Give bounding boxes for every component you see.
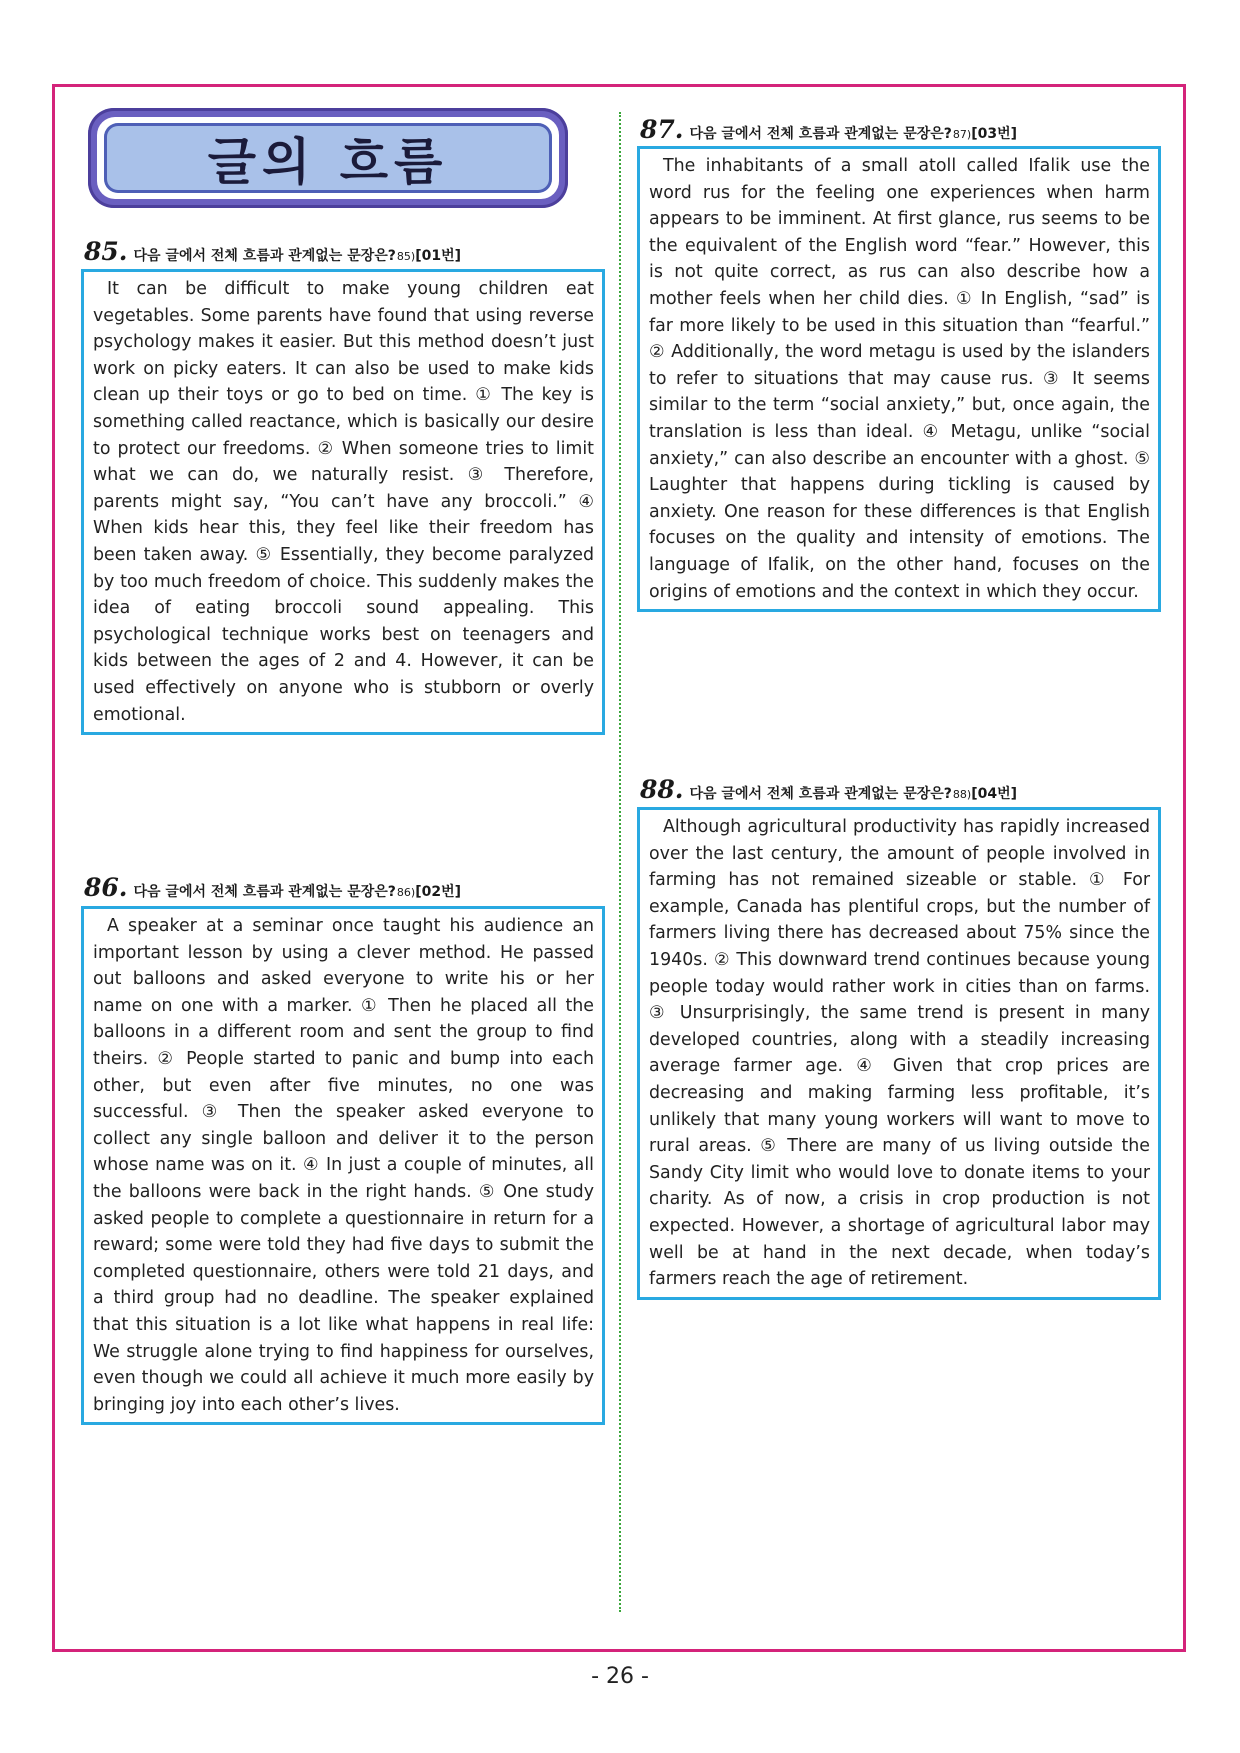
question-prompt: 다음 글에서 전체 흐름과 관계없는 문장은? [689, 786, 952, 802]
question-85-passage: It can be difficult to make young children eat vegetables. Some parents have found that using reverse psychology makes it easier. But this method doesn’t just work on picky eaters. It can also be used to make kids clean up their toys or go to bed on time. ① The key is something called reactance, which is basically our desire to protect our freedoms. ② When someone tries to limit what we can do, we naturally resist. ③ Therefore, parents might say, “You can’t have any broccoli.” ④ When kids hear this, they feel like their freedom has been taken away. ⑤ Essentially, they become paralyzed by too much freedom of choice. This suddenly makes the idea of eating broccoli sound appealing. This psychological technique works best on teenagers and kids between the ages of 2 and 4. However, it can be used effectively on anyone who is stubborn or overly emotional. [93, 279, 594, 725]
question-88-passage: Although agricultural productivity has rapidly increased over the last century, the amount of people involved in farming has not remained sizeable or stable. ① For example, Canada has plentiful crops, but the number of farmers living there has decreased about 75% since the 1940s. ② This downward trend continues because young people today would rather work in cities than on farms. ③ Unsurprisingly, the same trend is present in many developed countries, along with a steadily increasing average farmer age. ④ Given that crop prices are decreasing and making farming less profitable, it’s unlikely that many young workers will want to move to rural areas. ⑤ There are many of us living outside the Sandy City limit who would love to donate items to your charity. As of now, a crisis in crop production is not expected. However, a shortage of agricultural labor may well be at hand in the next decade, when today’s farmers reach the age of retirement. [649, 817, 1150, 1290]
section-title-panel [104, 123, 552, 193]
question-prompt: 다음 글에서 전체 흐름과 관계없는 문장은? [689, 126, 952, 142]
question-86-passage: A speaker at a seminar once taught his audience an important lesson by using a clever method. He passed out balloons and asked everyone to write his or her name on one with a marker. ① Then he placed all the balloons in a different room and sent the group to find theirs. ② People started to panic and bump into each other, but even after five minutes, no one was successful. ③ Then the speaker asked everyone to collect any single balloon and deliver it to the person whose name was on it. ④ In just a couple of minutes, all the balloons were back in the right hands. ⑤ One study asked people to complete a questionnaire in return for a reward; some were told they had five days to submit the completed questionnaire, others were told 21 days, and a third group had no deadline. The speaker explained that this situation is a lot like what happens in real life: We struggle alone trying to find happiness for ourselves, even though we could all achieve it much more easily by bringing joy into each other’s lives. [93, 916, 594, 1415]
question-85-passage-box [81, 269, 605, 735]
question-prompt: 다음 글에서 전체 흐름과 관계없는 문장은? [133, 884, 396, 900]
question-88-passage-box [637, 807, 1161, 1300]
question-number: 86. [84, 873, 128, 902]
question-tag: [01번] [415, 248, 462, 264]
question-87-passage: The inhabitants of a small atoll called Ifalik use the word rus for the feeling one experiences when harm appears to be imminent. At first glance, rus seems to be the equivalent of the English word “fear.” However, this is not quite correct, as rus can also describe how a mother feels when her child dies. ① In English, “sad” is far more likely to be used in this situation than “fearful.” ② Additionally, the word metagu is used by the islanders to refer to situations that may cause rus. ③ It seems similar to the term “social anxiety,” but, once again, the translation is less than ideal. ④ Metagu, unlike “social anxiety,” can also describe an encounter with a ghost. ⑤ Laughter that happens during tickling is caused by anxiety. One reason for these differences is that English focuses on the quality and intensity of emotions. The language of Ifalik, on the other hand, focuses on the origins of emotions and the context in which they occur. [649, 156, 1150, 602]
section-title: 글의 흐름 [207, 133, 449, 191]
question-87-passage-box [637, 146, 1161, 612]
question-87-header [640, 115, 1017, 144]
question-88-header [640, 775, 1017, 804]
question-prompt: 다음 글에서 전체 흐름과 관계없는 문장은? [133, 248, 396, 264]
question-number: 88. [640, 775, 684, 804]
page-number: - 26 - [591, 1664, 649, 1689]
question-86-passage-box [81, 906, 605, 1425]
question-86-header [84, 873, 461, 902]
footnote-ref: 86) [396, 886, 416, 899]
section-title-frame [97, 117, 559, 199]
question-85-header [84, 237, 461, 266]
question-tag: [02번] [415, 884, 462, 900]
question-number: 87. [640, 115, 684, 144]
question-number: 85. [84, 237, 128, 266]
footnote-ref: 88) [952, 788, 972, 801]
footnote-ref: 87) [952, 128, 972, 141]
footnote-ref: 85) [396, 250, 416, 263]
section-title-badge [88, 108, 568, 208]
column-divider [619, 112, 621, 1612]
question-tag: [04번] [971, 786, 1018, 802]
question-tag: [03번] [971, 126, 1018, 142]
